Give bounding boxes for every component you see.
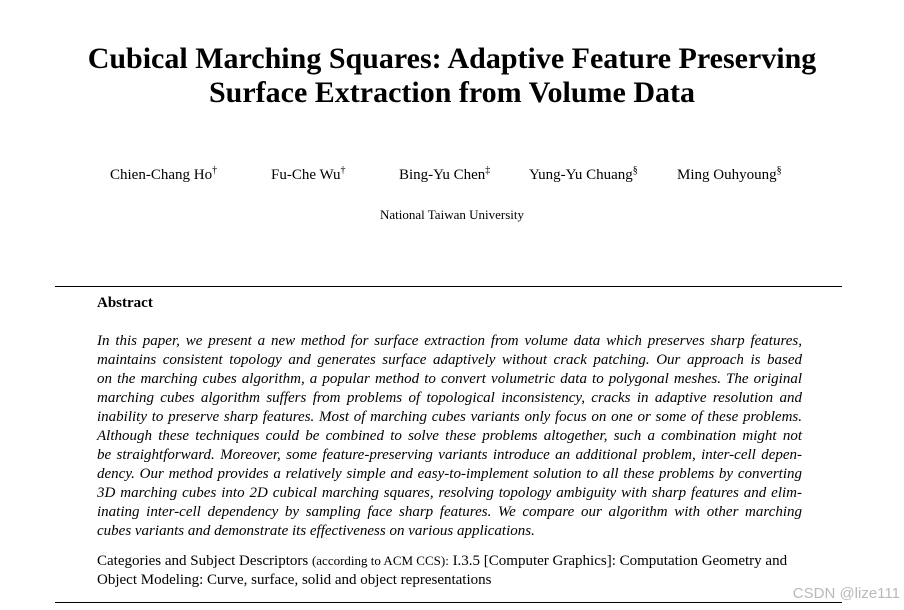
ccs-label: Categories and Subject Descriptors xyxy=(97,553,309,569)
abstract-line: be straightforward. Moreover, some feature-preserving variants introduce an additional problem, inter-cell depen- xyxy=(97,447,802,463)
abstract-line: 3D marching cubes into 2D cubical marching squares, resolving topology ambiguity with sharp features and elim- xyxy=(97,485,802,501)
author-mark: § xyxy=(776,165,782,176)
abstract-line: marching cubes algorithm suffers from problems of topological inconsistency, cracks in adaptive resolution and xyxy=(97,390,802,406)
author-3 xyxy=(399,167,490,184)
author-mark: § xyxy=(632,165,638,176)
ccs-text: I.3.5 [Computer Graphics]: Computation Geometry and Object Modeling: Curve, surface, solid and object representations xyxy=(97,553,788,588)
ccs-descriptors xyxy=(97,551,802,590)
author-5 xyxy=(677,167,782,184)
author-name: Bing-Yu Chen xyxy=(399,167,486,183)
author-name: Yung-Yu Chuang xyxy=(529,167,633,183)
abstract-line: inability to preserve sharp features. Most of marching cubes variants only focus on one or some of these problems. xyxy=(97,409,802,425)
title-line-2: Surface Extraction from Volume Data xyxy=(208,76,696,109)
author-name: Chien-Chang Ho xyxy=(110,167,213,183)
author-4 xyxy=(529,167,638,184)
abstract-line: on the marching cubes algorithm, a popular method to convert volumetric data to polygonal meshes. The original xyxy=(97,371,802,387)
author-name: Fu-Che Wu xyxy=(271,167,341,183)
ccs-note: (according to ACM CCS): xyxy=(311,553,449,568)
author-1 xyxy=(110,167,217,184)
affiliation: National Taiwan University xyxy=(380,207,524,222)
top-divider xyxy=(55,286,842,287)
bottom-divider xyxy=(55,602,842,603)
watermark: CSDN @lize111 xyxy=(792,585,900,602)
abstract-line: Although these techniques could be combined to solve these problems altogether, such a combination might not xyxy=(97,428,802,444)
abstract-line: inating inter-cell dependency by sampling face sharp features. We compare our algorithm with other marching xyxy=(97,504,802,520)
abstract-line: dency. Our method provides a relatively simple and easy-to-implement solution to all these problems by converting xyxy=(97,466,802,482)
abstract-body xyxy=(97,332,802,541)
title-line-1: Cubical Marching Squares: Adaptive Feature Preserving xyxy=(87,42,817,75)
abstract-line: maintains consistent topology and generates surface adaptively without crack patching. Our approach is based xyxy=(97,352,802,368)
author-mark: † xyxy=(212,165,218,176)
abstract-line: In this paper, we present a new method for surface extraction from volume data which preserves sharp features, xyxy=(97,333,802,349)
paper-title xyxy=(0,42,904,110)
author-name: Ming Ouhyoung xyxy=(677,167,777,183)
abstract-heading: Abstract xyxy=(97,295,153,311)
abstract-line: cubes variants and demonstrate its effectiveness on various applications. xyxy=(97,523,535,539)
author-mark: ‡ xyxy=(485,165,491,176)
author-2 xyxy=(271,167,346,184)
author-mark: † xyxy=(340,165,346,176)
